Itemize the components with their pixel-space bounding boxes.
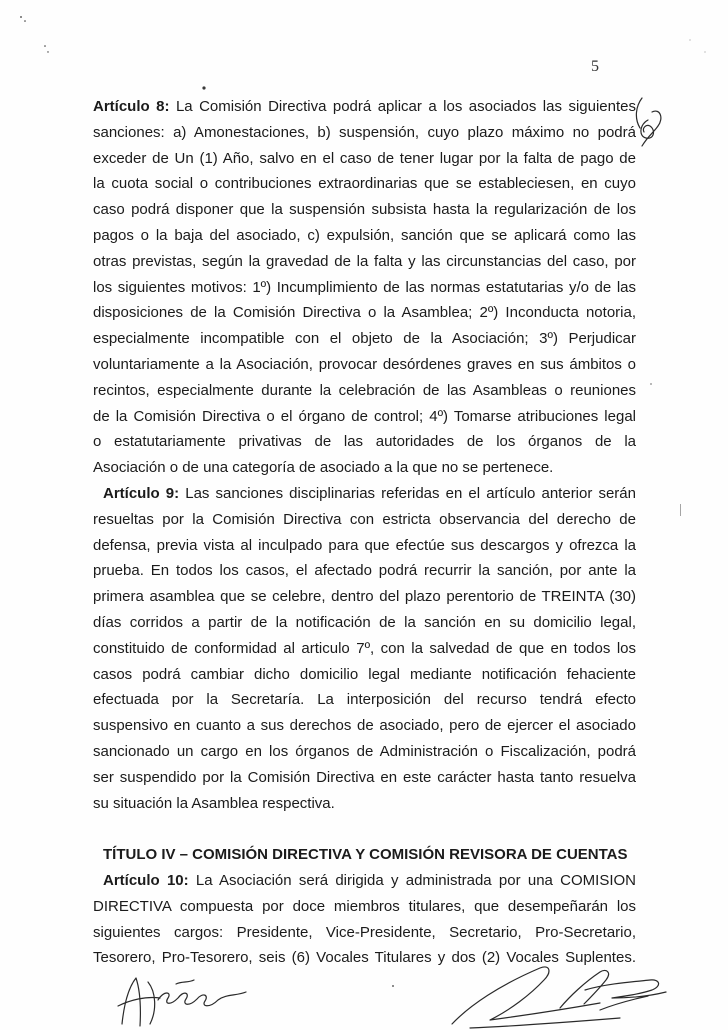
right-signature-stroke [600, 996, 648, 1010]
article-9-line-3: defensa, previa vista al inculpado para que efectúe sus descargos y ofrezca la [93, 536, 636, 554]
article-8-line-15: Asociación o de una categoría de asociado a la que no se pertenece. [93, 459, 554, 477]
article-9-line-5: primera asamblea que se celebre, dentro del plazo perentorio de TREINTA (30) [93, 588, 636, 606]
scan-speck [202, 86, 205, 89]
article-8-line-1-text: La Comisión Directiva podrá aplicar a los asociados las siguientes [175, 98, 636, 115]
article-9-line-8: casos podrá cambiar dicho domicilio legal mediante notificación fehaciente [93, 665, 636, 683]
article-8-line-1 [93, 94, 636, 120]
article-9-line-4: prueba. En todos los casos, el afectado podrá recurrir la sanción, por ante la [93, 562, 636, 580]
article-8-line-14: o estatutariamente privativas de las autoridades de los órganos de la [93, 433, 636, 451]
article-8 [93, 94, 636, 481]
article-10-line-3: siguientes cargos: Presidente, Vice-Presidente, Secretario, Pro-Secretario, [93, 923, 636, 941]
scan-speck [392, 985, 394, 987]
article-10-line-1-text: La Asociación será dirigida y administrada por una COMISION [195, 872, 636, 889]
scan-speck [24, 20, 26, 22]
title-iv [93, 842, 636, 868]
right-signature-stroke [452, 967, 600, 1024]
article-9-line-11: sancionado un cargo en los órganos de Administración o Fiscalización, podrá [93, 742, 636, 760]
scan-speck [689, 39, 690, 40]
article-8-line-5: caso podrá disponer que la suspensión subsista hasta la regularización de los [93, 201, 636, 219]
left-signature-stroke [122, 978, 140, 1026]
article-9-line-10: suspensivo en cuanto a sus derechos de asociado, pero de ejercer el asociado [93, 717, 636, 735]
article-8-line-9: disposiciones de la Comisión Directiva o la Asamblea; 2º) Inconducta notoria, [93, 304, 636, 322]
article-9-line-12: ser suspendido por la Comisión Directiva en este carácter hasta tanto resuelva [93, 768, 636, 786]
article-9 [93, 481, 636, 816]
article-8-line-12: recintos, especialmente durante la celebración de las Asambleas o reuniones [93, 381, 636, 399]
article-9-line-1 [93, 481, 636, 507]
article-8-label: Artículo 8: [93, 98, 170, 115]
margin-initial-stroke [642, 111, 661, 146]
article-9-line-13: su situación la Asamblea respectiva. [93, 794, 335, 812]
article-8-line-11: voluntariamente a la Asociación, provocar desórdenes graves en sus ámbitos o [93, 355, 636, 373]
right-signature-stroke [585, 980, 666, 998]
right-signature-stroke [560, 970, 608, 1008]
article-9-line-2: resueltas por la Comisión Directiva con estricta observancia del derecho de [93, 510, 636, 528]
article-9-line-1-text: Las sanciones disciplinarias referidas en el artículo anterior serán [185, 485, 636, 502]
article-9-label: Artículo 9: [103, 485, 180, 502]
margin-initial-stroke [636, 98, 642, 128]
left-signature [118, 978, 246, 1026]
page-number: 5 [591, 58, 599, 75]
article-10-label: Artículo 10: [103, 872, 189, 889]
left-signature-stroke [176, 980, 194, 984]
article-10 [93, 868, 636, 971]
scan-speck [44, 45, 46, 47]
article-8-line-4: la cuota social o contribuciones extraordinarias que se estableciesen, en cuyo [93, 175, 636, 193]
scan-speck [47, 51, 48, 52]
article-8-line-8: los siguientes motivos: 1º) Incumplimiento de las normas estatutarias y/o de las [93, 278, 636, 296]
article-8-line-6: pagos o la baja del asociado, c) expulsión, sanción que se aplicará como las [93, 226, 636, 244]
margin-initial [636, 98, 661, 146]
margin-initial-stroke [641, 120, 654, 138]
right-signature [452, 967, 666, 1028]
article-8-line-13: de la Comisión Directiva o el órgano de control; 4º) Tomarse atribuciones legal [93, 407, 636, 425]
scan-speck [680, 504, 681, 516]
left-signature-stroke [118, 997, 160, 1006]
scan-speck [650, 383, 652, 385]
title-iv-heading: TÍTULO IV – COMISIÓN DIRECTIVA Y COMISIÓN REVISORA DE CUENTAS [103, 846, 628, 863]
article-8-line-7: otras previstas, según la gravedad de la falta y las circunstancias del caso, por [93, 252, 636, 270]
article-9-line-9: efectuada por la Secretaría. La interposición del recurso tendrá efecto [93, 691, 636, 709]
left-signature-stroke [158, 992, 246, 1006]
article-9-line-7: constituido de conformidad al articulo 7º, con la salvedad de que en todos los [93, 639, 636, 657]
left-signature-stroke [148, 982, 155, 1024]
scan-speck [704, 51, 705, 52]
scan-speck [20, 16, 22, 18]
article-8-line-3: exceder de Un (1) Año, salvo en el caso de tener lugar por la falta de pago de [93, 149, 636, 167]
right-signature-stroke [470, 1018, 620, 1028]
article-10-line-1 [93, 868, 636, 894]
article-8-line-10: especialmente incompatible con el objeto de la Asociación; 3º) Perjudicar [93, 330, 636, 348]
article-8-line-2: sanciones: a) Amonestaciones, b) suspensión, cuyo plazo máximo no podrá [93, 123, 636, 141]
article-10-line-4: Tesorero, Pro-Tesorero, seis (6) Vocales Titulares y dos (2) Vocales Suplentes. [93, 949, 636, 967]
article-10-line-2: DIRECTIVA compuesta por doce miembros titulares, que desempeñarán los [93, 897, 636, 915]
article-9-line-6: días corridos a partir de la notificación de la sanción en su domicilio legal, [93, 613, 636, 631]
